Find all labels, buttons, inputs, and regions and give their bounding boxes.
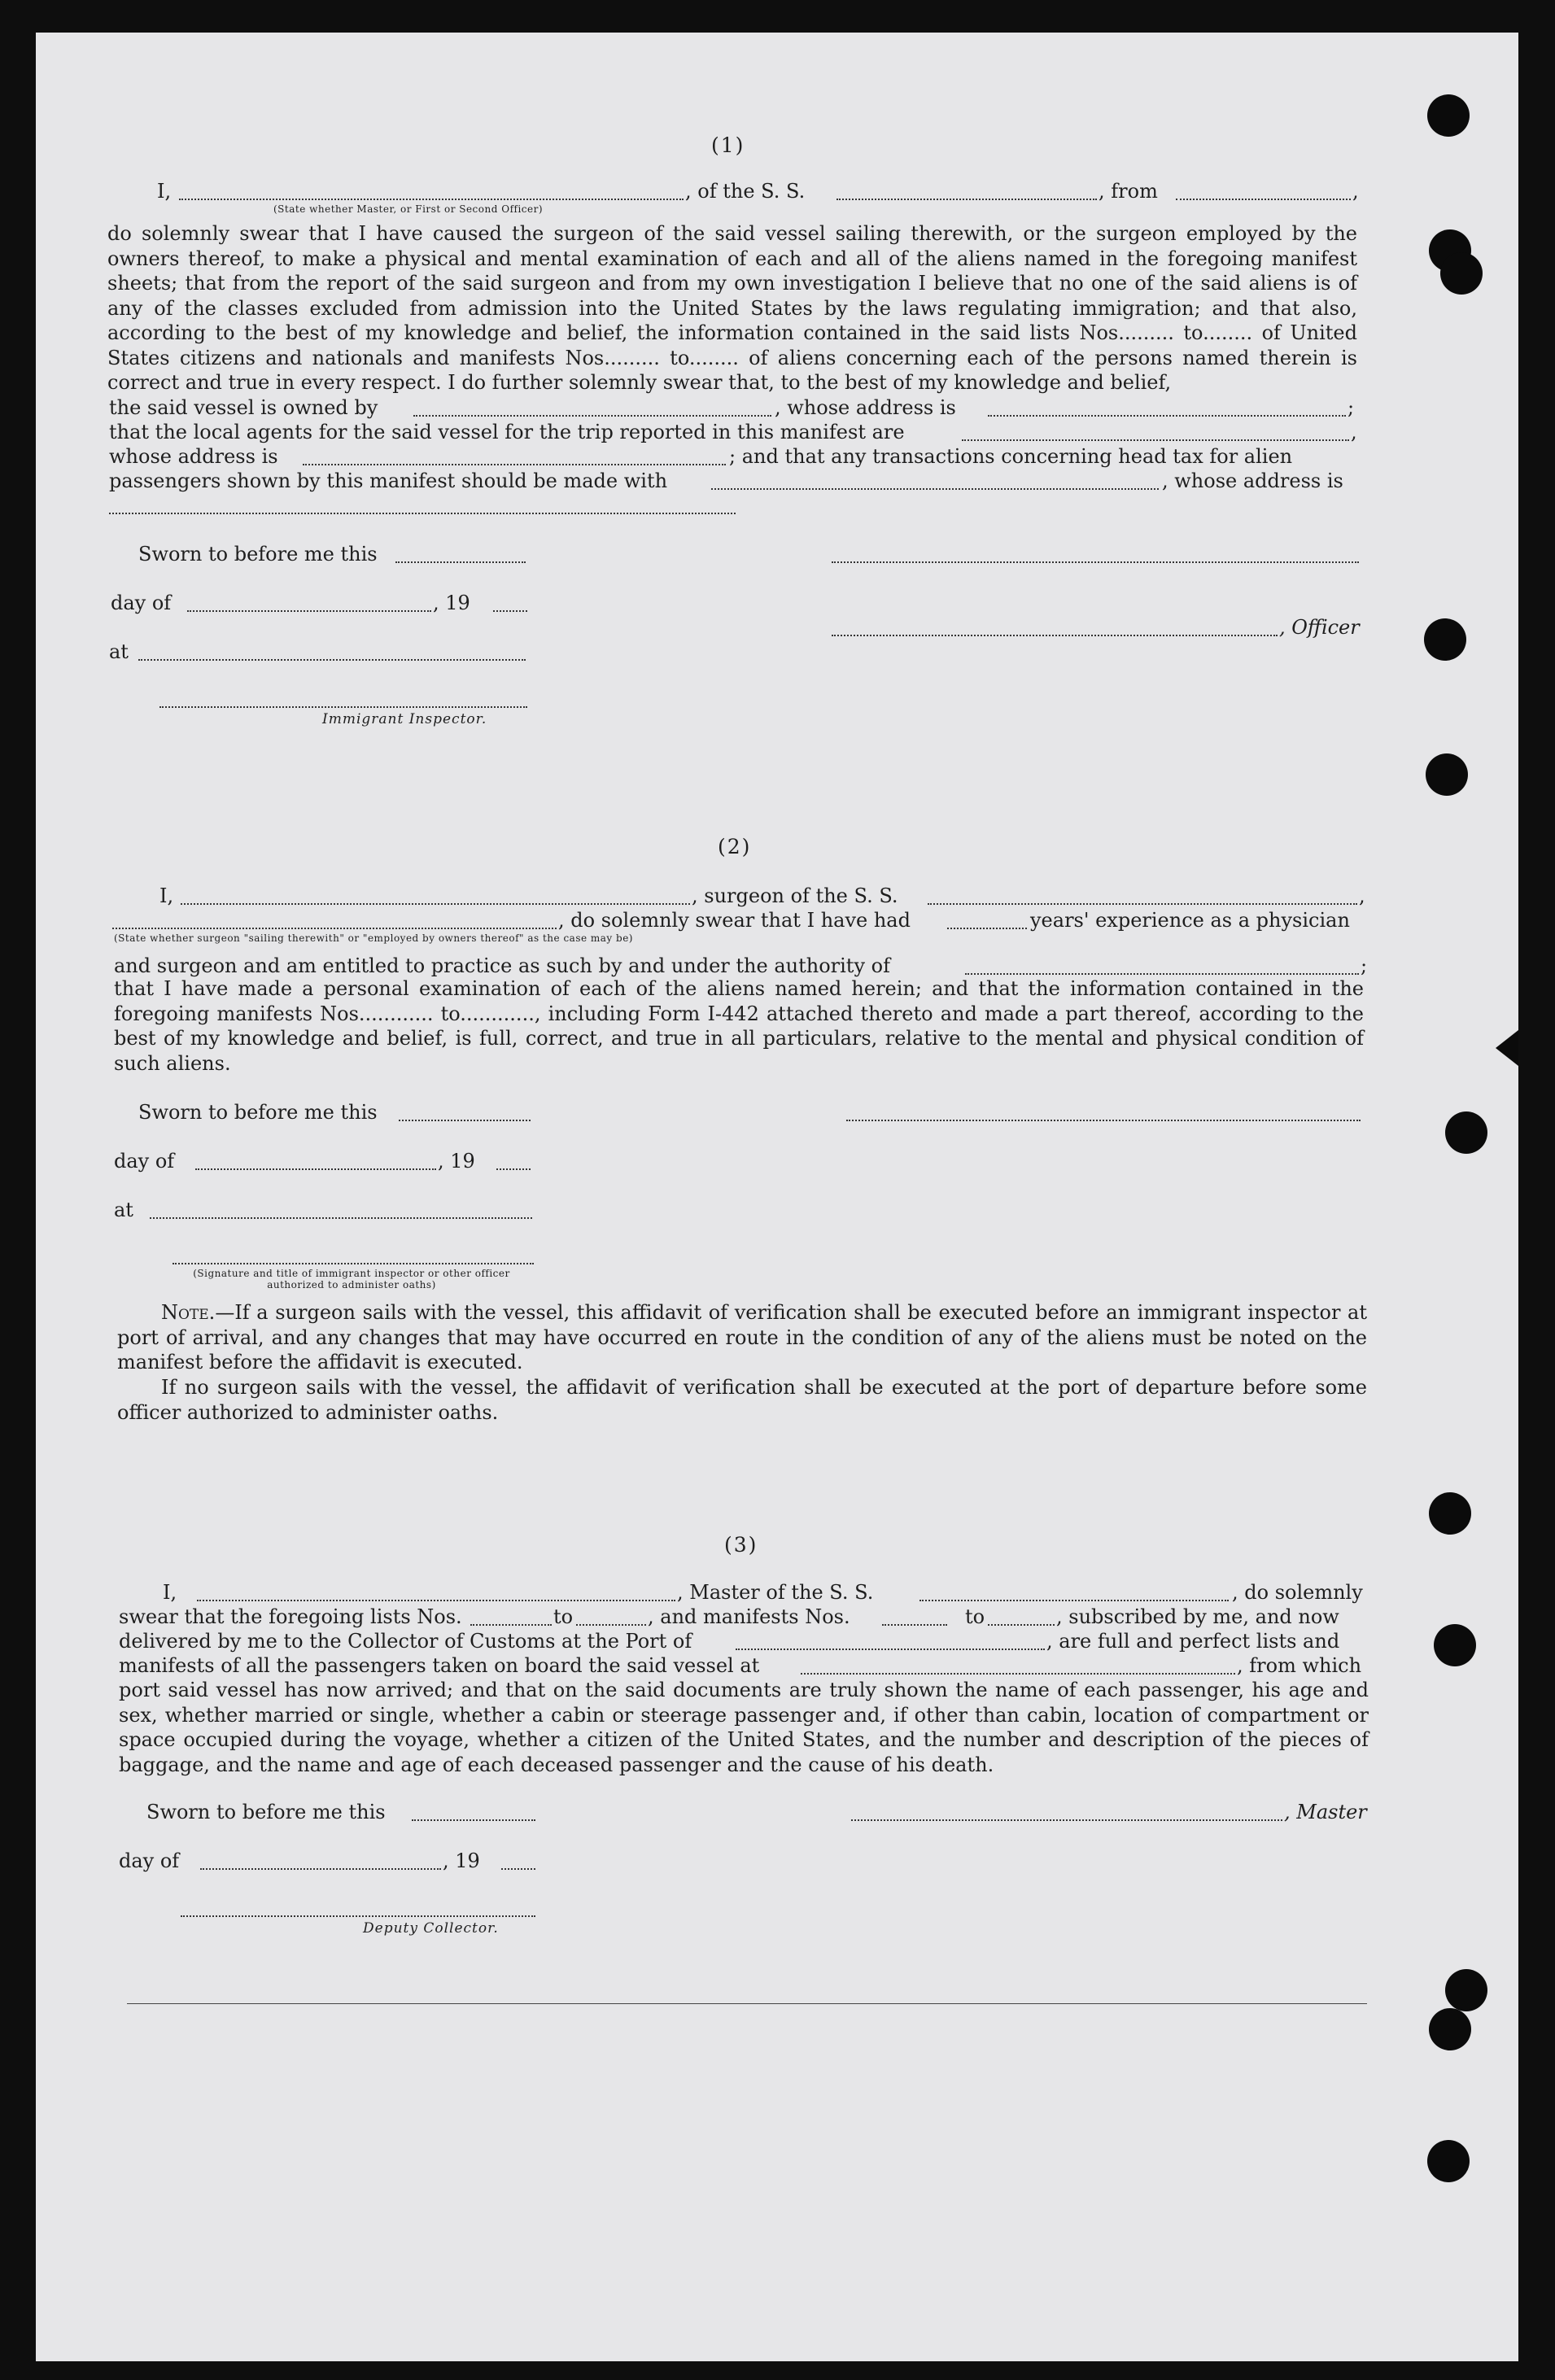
fill-line-vessel [928,903,1357,905]
master-label: , Master [1284,1801,1367,1823]
oath-text: ; [1361,954,1368,977]
fill-line-year [496,1168,531,1170]
officer-label: , Officer [1279,616,1360,639]
sworn-label: Sworn to before me this [138,1101,378,1124]
year-label: , 19 [438,1150,475,1173]
oath-text: that the local agents for the said vessel for the trip reported in this manifest are [109,421,905,443]
oath-text: , of the S. S. [685,180,806,203]
signature-line-officer [832,635,1278,636]
punch-hole [1427,2140,1470,2182]
fill-line-place [150,1217,532,1219]
oath-text: manifests of all the passengers taken on board the said vessel at [119,1654,760,1677]
fill-line-year [493,610,527,612]
section-number: (2) [718,835,752,858]
year-label: , 19 [433,592,470,614]
signature-caption: (Signature and title of immigrant inspector or other officer authorized to administer oaths) [193,1268,510,1290]
fill-line-day [200,1868,441,1870]
fill-line-day [195,1168,436,1170]
fill-line-name [197,1600,675,1601]
fill-line-head-tax-address [109,513,736,514]
fill-line-manifests-to [988,1624,1055,1626]
fill-line-place [138,659,526,661]
at-label: at [109,640,129,663]
fill-line-sworn-day [399,1120,531,1121]
fill-line-port [736,1649,1045,1650]
oath-text: , [1359,884,1365,907]
fill-line-name [179,199,684,200]
fill-line-agents [962,439,1349,441]
oath-text: delivered by me to the Collector of Customs at the Port of [119,1630,692,1653]
fill-line-year [501,1868,535,1870]
fill-line-owner [413,415,771,417]
oath-text: to [553,1605,574,1628]
oath-text: passengers shown by this manifest should be made with [109,469,668,492]
signature-line-inspector [173,1263,534,1264]
day-label: day of [114,1150,175,1173]
fill-line-sworn-day [412,1819,535,1821]
oath-text: I, [163,1581,177,1604]
punch-hole [1445,1969,1487,2011]
fill-line-lists-to [576,1624,646,1626]
field-hint: (State whether surgeon "sailing therewith" or "employed by owners thereof" as the case may be) [114,932,633,944]
oath-text: , [1351,421,1357,443]
oath-text: ; [1348,396,1355,419]
fill-line-vessel [836,199,1097,200]
oath-text: , do solemnly [1232,1581,1363,1604]
oath-text: to [965,1605,985,1628]
field-hint: (State whether Master, or First or Second Officer) [273,203,544,215]
punch-hole [1424,618,1466,661]
sworn-label: Sworn to before me this [138,543,378,566]
fill-line-vessel [919,1600,1229,1601]
oath-text: , do solemnly swear that I have had [558,909,911,932]
punch-hole [1426,753,1468,796]
oath-text: ; and that any transactions concerning head tax for alien [729,445,1293,468]
note-paragraph [117,1300,1367,1375]
oath-text: I, [157,180,172,203]
year-label: , 19 [443,1849,480,1872]
note-label: Note. [161,1301,216,1324]
punch-hole [1429,1492,1471,1535]
fill-line-officer-name [832,561,1359,563]
oath-paragraph: do solemnly swear that I have caused the surgeon of the said vessel sailing therewith, or the surgeon employed by the owners thereof, to make a physical and mental examination of each and all of the aliens named in the foregoing manifest sheets; that from the report of the said surgeon and from my own investigation I believe that no one of the said aliens is of any of the classes excluded from admission into the United States by the laws regulating immigration; and that also, according to the best of my knowledge and belief, the information contained in the said lists Nos......... to........ of United States citizens and nationals and manifests Nos......... to........ of aliens concerning each of the persons named therein is correct and true in every respect. I do further solemnly swear that, to the best of my knowledge and belief, [107,222,1357,394]
oath-text: and surgeon and am entitled to practice as such by and under the authority of [114,954,890,977]
punch-hole [1440,252,1483,295]
oath-text: the said vessel is owned by [109,396,378,419]
day-label: day of [111,592,172,614]
fill-line-agents-address [303,464,726,465]
oath-text: , Master of the S. S. [677,1581,874,1604]
oath-text: swear that the foregoing lists Nos. [119,1605,462,1628]
punch-hole [1429,2008,1471,2050]
signature-line-master [851,1819,1282,1821]
oath-text: , [1352,180,1359,203]
oath-text: years' experience as a physician [1030,909,1350,932]
oath-text: , from which [1237,1654,1362,1677]
oath-text: I, [159,884,174,907]
oath-text: , subscribed by me, and now [1056,1605,1339,1628]
fill-line-owner-address [988,415,1346,417]
fill-line-day [187,610,431,612]
signature-line-collector [181,1915,535,1917]
fill-line-head-tax [711,488,1159,490]
note-paragraph-2: If no surgeon sails with the vessel, the affidavit of verification shall be executed at the port of departure before some officer authorized to administer oaths. [117,1376,1367,1424]
page-edge-notch [1496,1030,1518,1066]
fill-line-years [947,928,1027,929]
oath-text: , whose address is [1162,469,1343,492]
note-text: —If a surgeon sails with the vessel, this affidavit of verification shall be executed before an immigrant inspector at port of arrival, and any changes that may have occurred en route in the condition of any of the aliens must be noted on the manifest before the affidavit is executed. [117,1301,1367,1373]
section-number: (3) [724,1533,758,1557]
footer-rule [127,2003,1367,2004]
oath-text: , whose address is [775,396,956,419]
section-number: (1) [711,133,745,157]
fill-line-manifests-from [882,1624,947,1626]
signature-line-inspector [159,706,527,708]
punch-hole [1445,1111,1487,1154]
oath-text: , from [1099,180,1158,203]
day-label: day of [119,1849,180,1872]
signature-caption: Deputy Collector. [363,1920,499,1937]
fill-line-name [181,903,690,905]
signature-line-surgeon [846,1120,1361,1121]
oath-text: , are full and perfect lists and [1046,1630,1340,1653]
sworn-label: Sworn to before me this [146,1801,386,1823]
oath-paragraph: port said vessel has now arrived; and that on the said documents are truly shown the name of each passenger, his age and sex, whether married or single, whether a cabin or steerage passenger and, if other than cabin, location of compartment or space occupied during the voyage, whether a citizen of the United States, and the number and description of the pieces of baggage, and the name and age of each deceased passenger and the cause of his death. [119,1679,1369,1776]
at-label: at [114,1199,133,1221]
fill-line-lists-from [470,1624,552,1626]
signature-caption: Immigrant Inspector. [322,711,487,727]
punch-hole [1427,94,1470,137]
punch-hole [1434,1624,1476,1666]
oath-text: , surgeon of the S. S. [692,884,898,907]
oath-text: whose address is [109,445,278,468]
fill-line-boarding-port [801,1673,1235,1675]
oath-text: , and manifests Nos. [648,1605,850,1628]
fill-line-sworn-day [395,561,526,563]
fill-line-surgeon-status [112,928,557,929]
oath-paragraph: that I have made a personal examination of each of the aliens named herein; and that the information contained in the foregoing manifests Nos............ to............, including Form I-442 attached thereto and made a part thereof, according to the best of my knowledge and belief, is full, correct, and true in all particulars, relative to the mental and physical condition of such aliens. [114,977,1364,1075]
fill-line-port [1176,199,1351,200]
fill-line-authority [965,973,1359,975]
